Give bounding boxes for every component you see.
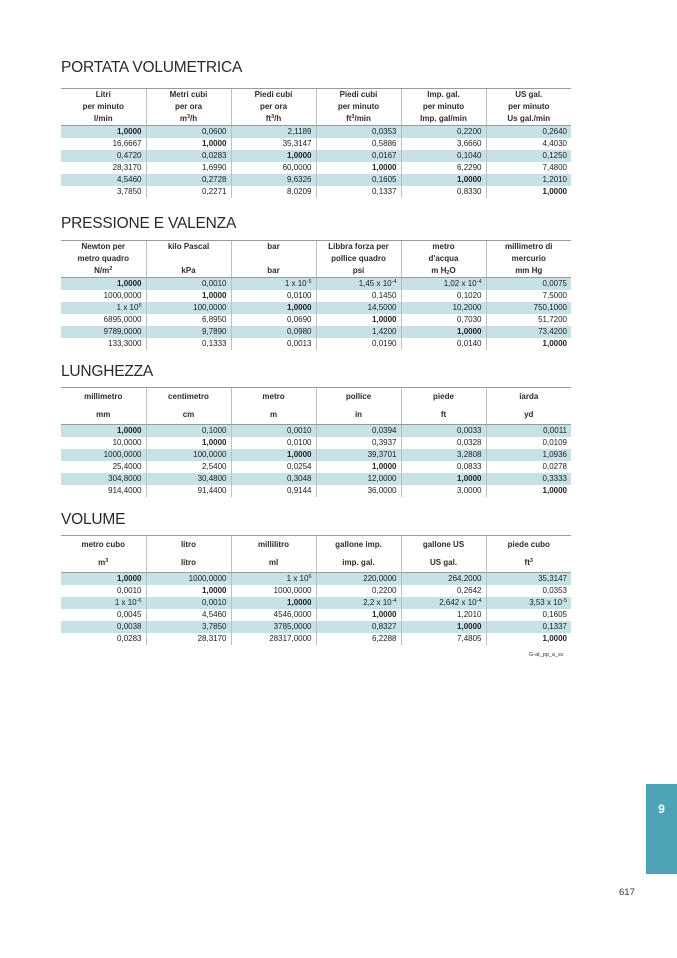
table-cell: 1,0000 (146, 585, 231, 597)
table-cell: 133,3000 (61, 338, 146, 350)
table-cell: 60,0000 (231, 162, 316, 174)
table-row (61, 425, 571, 438)
header-row (61, 253, 571, 265)
table-cell: 0,3333 (486, 473, 571, 485)
table-cell: 0,0010 (61, 585, 146, 597)
table-cell: 4,4030 (486, 138, 571, 150)
column-header: kPa (146, 265, 231, 278)
page-number: 617 (619, 887, 635, 898)
table-cell: 1,0000 (61, 573, 146, 586)
column-header: millilitro (231, 536, 316, 555)
table-cell: 0,9144 (231, 485, 316, 497)
table-cell: 25,4000 (61, 461, 146, 473)
column-header: per minuto (486, 101, 571, 113)
table-cell: 0,3937 (316, 437, 401, 449)
column-header: litro (146, 554, 231, 573)
column-header: litro (146, 536, 231, 555)
table-cell: 16,6667 (61, 138, 146, 150)
table-row (61, 314, 571, 326)
table-cell: 0,0283 (61, 633, 146, 645)
table-cell: 36,0000 (316, 485, 401, 497)
table-cell: 1,0000 (316, 461, 401, 473)
column-header: cm (146, 406, 231, 425)
column-header: yd (486, 406, 571, 425)
column-header: $ft^3/\min$ (316, 113, 401, 126)
column-header: Imp. gal/min (401, 113, 486, 126)
column-header: d'acqua (401, 253, 486, 265)
table-cell: 0,0980 (231, 326, 316, 338)
table-cell: 9789,0000 (61, 326, 146, 338)
table-row (61, 633, 571, 645)
table-row (61, 338, 571, 350)
column-header: m $H_2O$ (401, 265, 486, 278)
table-row (61, 326, 571, 338)
table-cell: 2,1189 (231, 126, 316, 139)
column-header: metro (401, 241, 486, 254)
table-cell: 220,0000 (316, 573, 401, 586)
table-cell: 3,7850 (146, 621, 231, 633)
column-header: per ora (146, 101, 231, 113)
table-cell: 0,0075 (486, 278, 571, 291)
table-cell: 1 x $10^{-5}$ (231, 278, 316, 291)
column-header: mercurio (486, 253, 571, 265)
column-header: $ft^3$ (486, 554, 571, 573)
column-header: l/min (61, 113, 146, 126)
table-cell: 6,8950 (146, 314, 231, 326)
column-header (231, 253, 316, 265)
column-header: per minuto (82, 102, 124, 111)
chapter-tab: 9 (646, 784, 677, 874)
table-cell: 1,0000 (316, 609, 401, 621)
table-cell: 0,8330 (401, 186, 486, 198)
table-cell: 0,2642 (401, 585, 486, 597)
table-cell: 1,0000 (401, 473, 486, 485)
table-cell: 51,7200 (486, 314, 571, 326)
column-header: US gal. (486, 89, 571, 102)
table-row (61, 485, 571, 497)
column-header: metro cubo (61, 536, 146, 555)
column-header: in (316, 406, 401, 425)
table-cell: 1,0000 (231, 302, 316, 314)
column-header: bar (231, 241, 316, 254)
table-cell: 3,6660 (401, 138, 486, 150)
table-cell: 0,7030 (401, 314, 486, 326)
table-cell: 3785,0000 (231, 621, 316, 633)
table-cell: 1,0000 (61, 425, 146, 438)
conversion-table (61, 535, 571, 645)
table-row (61, 573, 571, 586)
table-cell: 3,2808 (401, 449, 486, 461)
table-cell: 0,0038 (61, 621, 146, 633)
table-cell: 35,3147 (486, 573, 571, 586)
table-cell: 10,2000 (401, 302, 486, 314)
table-row (61, 278, 571, 291)
table-cell: 0,1605 (316, 174, 401, 186)
column-header: per minuto (401, 101, 486, 113)
table-cell: 0,0690 (231, 314, 316, 326)
table-row (61, 302, 571, 314)
table-cell: 0,0167 (316, 150, 401, 162)
table-cell: 1,4200 (316, 326, 401, 338)
table-cell: 6,2288 (316, 633, 401, 645)
table-row (61, 186, 571, 198)
column-header: $m^3$ (61, 554, 146, 573)
table-cell: 0,1000 (146, 425, 231, 438)
table-cell: 28317,0000 (231, 633, 316, 645)
table-cell: 0,0394 (316, 425, 401, 438)
table-cell: 0,0010 (146, 278, 231, 291)
column-header: per minuto (316, 101, 401, 113)
table-cell: 1000,0000 (61, 449, 146, 461)
table-cell: 0,0278 (486, 461, 571, 473)
table-cell: 14,5000 (316, 302, 401, 314)
table-row (61, 174, 571, 186)
table-cell: 1000,0000 (146, 573, 231, 586)
table-cell: 0,2200 (401, 126, 486, 139)
table-cell: 750,1000 (486, 302, 571, 314)
document-code: G-at_pp_a_sc (529, 652, 564, 658)
table-cell: 39,3701 (316, 449, 401, 461)
table-cell: 0,4720 (61, 150, 146, 162)
table-cell: 3,7850 (61, 186, 146, 198)
table-cell: 1,0000 (486, 186, 571, 198)
column-header: metro quadro (77, 254, 130, 263)
section-pressure (61, 214, 571, 350)
table-cell: 91,4400 (146, 485, 231, 497)
column-header: Metri cubi (146, 89, 231, 102)
column-header: bar (231, 265, 316, 278)
table-cell: 73,4200 (486, 326, 571, 338)
table-cell: 0,0109 (486, 437, 571, 449)
header-row (61, 554, 571, 573)
table-cell: 7,5000 (486, 290, 571, 302)
column-header: US gal. (401, 554, 486, 573)
column-header: $N/m^2$ (61, 265, 146, 278)
column-header: mm (61, 406, 146, 425)
table-cell: 1,0000 (231, 150, 316, 162)
column-header: psi (316, 265, 401, 278)
table-cell: 0,0033 (401, 425, 486, 438)
table-row (61, 138, 571, 150)
table-cell: 1,0000 (401, 174, 486, 186)
header-row (61, 101, 571, 113)
table-cell: 1,0000 (486, 485, 571, 497)
table-cell: 3,53 x $10^{-5}$ (486, 597, 571, 609)
column-header: ml (231, 554, 316, 573)
header-row (61, 406, 571, 425)
section-volume (61, 510, 571, 645)
conversion-table (61, 240, 571, 350)
table-cell: 0,1337 (486, 621, 571, 633)
conversion-table (61, 88, 571, 198)
table-cell: 1 x $10^6$ (231, 573, 316, 586)
table-cell: 28,3170 (61, 162, 146, 174)
table-cell: 304,8000 (61, 473, 146, 485)
table-cell: 1,0000 (401, 326, 486, 338)
table-cell: 10,0000 (61, 437, 146, 449)
column-header: millimetro di (486, 241, 571, 254)
table-cell: 0,0190 (316, 338, 401, 350)
column-header: Us gal./min (486, 113, 571, 126)
column-header: imp. gal. (316, 554, 401, 573)
column-header: Piedi cubi (316, 89, 401, 102)
column-header: gallone US (401, 536, 486, 555)
table-cell: 1,0000 (401, 621, 486, 633)
table-cell: 0,2271 (146, 186, 231, 198)
table-cell: 2,2 x $10^{-4}$ (316, 597, 401, 609)
table-cell: 4,5460 (146, 609, 231, 621)
table-cell: 100,0000 (146, 302, 231, 314)
header-row (61, 113, 571, 126)
table-row (61, 162, 571, 174)
column-header (146, 253, 231, 265)
header-row (61, 536, 571, 555)
column-header: metro (231, 388, 316, 407)
section-title: PORTATA VOLUMETRICA (61, 59, 243, 76)
table-row (61, 290, 571, 302)
column-header: Litri (61, 89, 146, 102)
table-cell: 1,0000 (146, 138, 231, 150)
table-cell: 0,0013 (231, 338, 316, 350)
column-header: $ft^3/h$ (231, 113, 316, 126)
column-header: Newton per (61, 241, 146, 254)
column-header: pollice quadro (316, 253, 401, 265)
table-cell: 1,0000 (231, 449, 316, 461)
column-header: Imp. gal. (401, 89, 486, 102)
table-cell: 1,6990 (146, 162, 231, 174)
table-cell: 0,2200 (316, 585, 401, 597)
table-cell: 2,642 x $10^{-4}$ (401, 597, 486, 609)
table-cell: 1,0000 (486, 338, 571, 350)
table-cell: 3,0000 (401, 485, 486, 497)
table-cell: 0,0140 (401, 338, 486, 350)
column-header: m (231, 406, 316, 425)
table-cell: 0,1605 (486, 609, 571, 621)
table-cell: 0,5886 (316, 138, 401, 150)
table-cell: 0,0254 (231, 461, 316, 473)
table-cell: 1,0000 (61, 126, 146, 139)
table-row (61, 621, 571, 633)
table-cell: 1,0000 (61, 278, 146, 291)
table-cell: 1 x $10^5$ (61, 302, 146, 314)
table-cell: 0,0283 (146, 150, 231, 162)
column-header: centimetro (146, 388, 231, 407)
header-row (61, 388, 571, 407)
table-cell: 0,0045 (61, 609, 146, 621)
table-cell: 8,0209 (231, 186, 316, 198)
column-header: iarda (486, 388, 571, 407)
header-row (61, 241, 571, 254)
table-cell: 0,1250 (486, 150, 571, 162)
table-cell: 1,0000 (146, 290, 231, 302)
table-cell: 2,5400 (146, 461, 231, 473)
table-cell: 0,1333 (146, 338, 231, 350)
table-cell: 4,5460 (61, 174, 146, 186)
column-header: piede (401, 388, 486, 407)
section-flow (61, 58, 571, 198)
table-cell: 12,0000 (316, 473, 401, 485)
table-cell: 0,0010 (231, 425, 316, 438)
section-title: VOLUME (61, 511, 126, 528)
header-row (61, 265, 571, 278)
column-header: $m^3/h$ (146, 113, 231, 126)
column-header: gallone imp. (316, 536, 401, 555)
table-cell: 0,0600 (146, 126, 231, 139)
table-cell: 0,2640 (486, 126, 571, 139)
table-row (61, 597, 571, 609)
section-length (61, 362, 571, 497)
table-cell: 0,0011 (486, 425, 571, 438)
table-cell: 914,4000 (61, 485, 146, 497)
table-row (61, 461, 571, 473)
section-title: LUNGHEZZA (61, 363, 154, 380)
table-cell: 1000,0000 (231, 585, 316, 597)
column-header: millimetro (61, 388, 146, 407)
table-cell: 0,8327 (316, 621, 401, 633)
column-header: per ora (231, 101, 316, 113)
table-cell: 1,0000 (316, 162, 401, 174)
table-cell: 6895,0000 (61, 314, 146, 326)
table-cell: 6,2290 (401, 162, 486, 174)
table-cell: 0,1450 (316, 290, 401, 302)
table-cell: 7,4805 (401, 633, 486, 645)
table-cell: 0,0353 (316, 126, 401, 139)
table-cell: 9,7890 (146, 326, 231, 338)
column-header: Piedi cubi (231, 89, 316, 102)
header-row (61, 89, 571, 102)
table-cell: 0,1337 (316, 186, 401, 198)
table-cell: 1,2010 (486, 174, 571, 186)
table-row (61, 449, 571, 461)
table-cell: 0,0010 (146, 597, 231, 609)
table-cell: 0,3048 (231, 473, 316, 485)
column-header: Libbra forza per (316, 241, 401, 254)
table-row (61, 126, 571, 139)
table-cell: 1,45 x $10^{-4}$ (316, 278, 401, 291)
column-header: ft (401, 406, 486, 425)
table-cell: 1,0000 (146, 437, 231, 449)
table-cell: 0,0100 (231, 437, 316, 449)
table-cell: 7,4800 (486, 162, 571, 174)
table-cell: 1,0000 (316, 314, 401, 326)
column-header: pollice (316, 388, 401, 407)
table-row (61, 473, 571, 485)
table-cell: 1,0936 (486, 449, 571, 461)
table-cell: 1,02 x $10^{-4}$ (401, 278, 486, 291)
column-header: kilo Pascal (146, 241, 231, 254)
table-cell: 30,4800 (146, 473, 231, 485)
table-cell: 0,0833 (401, 461, 486, 473)
table-row (61, 437, 571, 449)
table-cell: 0,1040 (401, 150, 486, 162)
table-cell: 0,0100 (231, 290, 316, 302)
table-cell: 35,3147 (231, 138, 316, 150)
table-cell: 4546,0000 (231, 609, 316, 621)
table-cell: 0,0353 (486, 585, 571, 597)
table-cell: 264,2000 (401, 573, 486, 586)
table-row (61, 150, 571, 162)
table-cell: 0,0328 (401, 437, 486, 449)
table-cell: 28,3170 (146, 633, 231, 645)
conversion-table (61, 387, 571, 497)
table-cell: 1,2010 (401, 609, 486, 621)
table-cell: 1,0000 (231, 597, 316, 609)
section-title: PRESSIONE E VALENZA (61, 215, 237, 232)
table-cell: 100,0000 (146, 449, 231, 461)
table-cell: 1000,0000 (61, 290, 146, 302)
table-cell: 9,6326 (231, 174, 316, 186)
table-cell: 0,2728 (146, 174, 231, 186)
column-header: mm Hg (486, 265, 571, 278)
table-row (61, 585, 571, 597)
column-header: piede cubo (486, 536, 571, 555)
table-cell: 0,1020 (401, 290, 486, 302)
table-cell: 1,0000 (486, 633, 571, 645)
table-row (61, 609, 571, 621)
table-cell: 1 x $10^{-6}$ (61, 597, 146, 609)
